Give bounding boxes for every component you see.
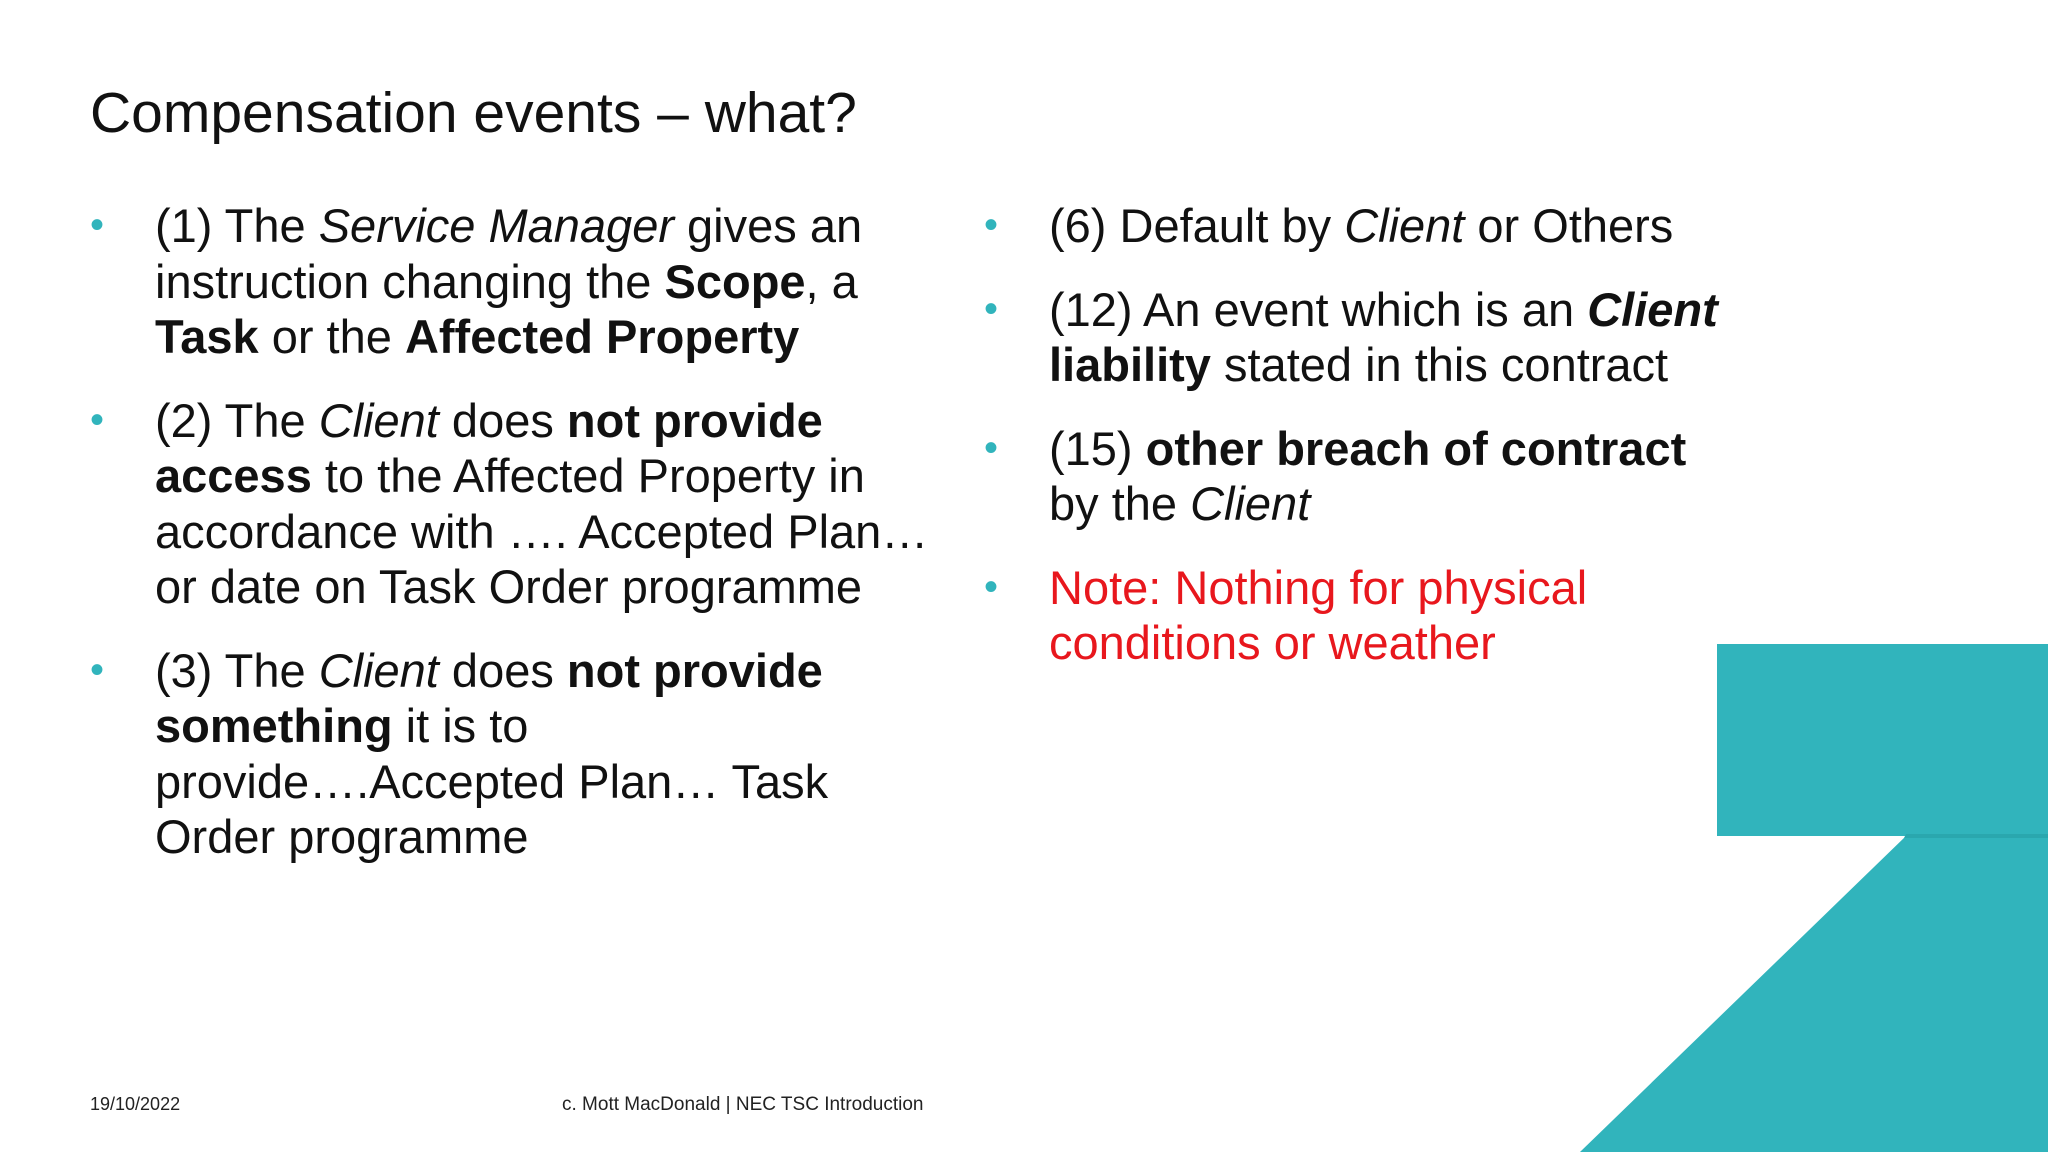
text-run: (6) Default by xyxy=(1049,199,1345,252)
text-run: gives an instruction changing the xyxy=(155,199,863,308)
text-run: (15) xyxy=(1049,421,1146,475)
teal-decoration-diagonal-wedge xyxy=(1580,836,2048,1152)
bullet-dot-icon: • xyxy=(90,203,105,247)
bold-term: liability xyxy=(1049,338,1211,391)
text-run: (2) The xyxy=(155,393,319,447)
bold-term: other breach of contract xyxy=(1145,421,1687,475)
bold-term: Scope xyxy=(664,254,806,308)
teal-decoration-upper-block xyxy=(1717,644,2048,836)
italic-term: Client xyxy=(1190,477,1311,530)
bold-italic-term: Client xyxy=(1587,282,1718,336)
bold-term: not provide something xyxy=(155,643,823,752)
text-run: Note: Nothing for physical conditions or weather xyxy=(1049,560,1588,669)
text-run: or Others xyxy=(1464,199,1674,252)
bold-term: not provide access xyxy=(155,393,823,502)
footer-date: 19/10/2022 xyxy=(90,1094,181,1114)
bullet-dot-icon: • xyxy=(984,286,999,331)
bold-term: Affected Property xyxy=(404,310,800,363)
bullet-dot-icon: • xyxy=(90,397,105,442)
text-run: to the Affected Property in accordance with …. Accepted Plan… or date on Task Order programme xyxy=(155,449,929,613)
teal-decoration-highlight-notch xyxy=(1904,834,2048,838)
italic-term: Client xyxy=(318,393,439,447)
text-run: by the xyxy=(1049,477,1191,530)
text-run: it is to provide….Accepted Plan… Task Order programme xyxy=(155,699,829,863)
bold-term: Task xyxy=(155,310,259,363)
bullet-dot-icon: • xyxy=(984,425,999,470)
text-run: does xyxy=(438,643,567,697)
bullet-dot-icon: • xyxy=(984,564,999,609)
text-run: , a xyxy=(805,254,858,308)
italic-term: Client xyxy=(1344,199,1465,252)
bullet-dot-icon: • xyxy=(984,203,999,247)
text-run: (3) The xyxy=(155,643,319,697)
text-run: stated in this contract xyxy=(1210,338,1669,391)
text-run: does xyxy=(438,393,567,447)
italic-term: Client xyxy=(318,643,439,697)
slide-title: Compensation events – what? xyxy=(90,81,857,145)
text-run: or the xyxy=(258,310,405,363)
text-run: (12) An event which is an xyxy=(1049,282,1588,336)
footer-credit: c. Mott MacDonald | NEC TSC Introduction xyxy=(562,1094,924,1115)
text-run: (1) The xyxy=(155,199,319,252)
bullet-dot-icon: • xyxy=(90,647,105,692)
italic-term: Service Manager xyxy=(318,199,674,252)
